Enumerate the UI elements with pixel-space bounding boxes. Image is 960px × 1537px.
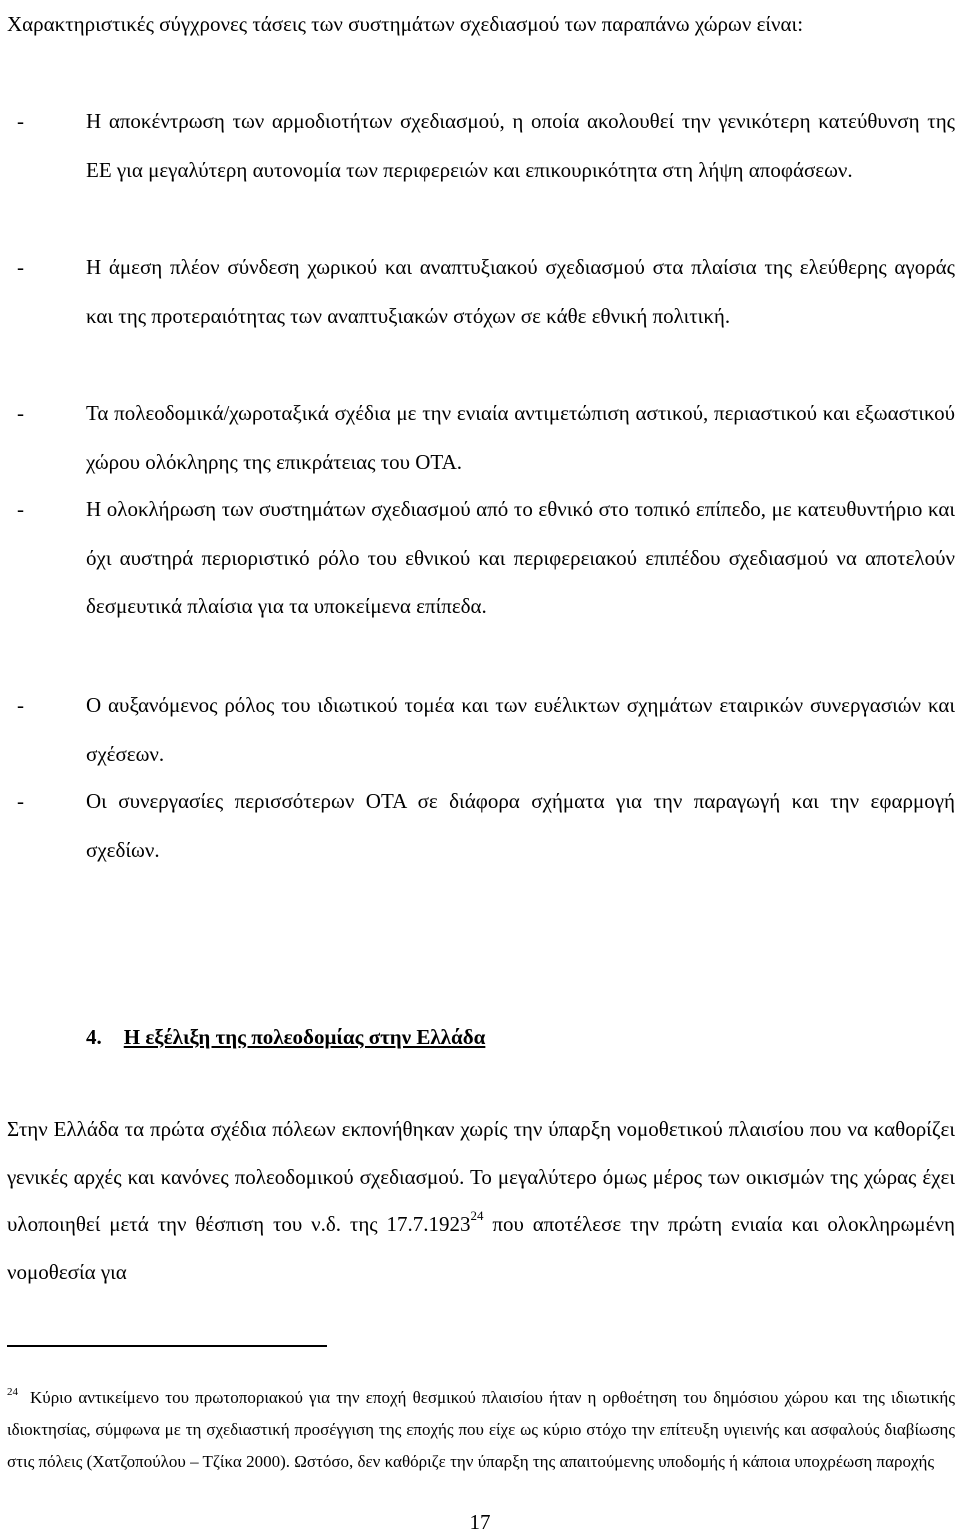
bullet-text: Η ολοκλήρωση των συστημάτων σχεδιασμού από το εθνικό στο τοπικό επίπεδο, με κατευθυντήριο και όχι αυστηρά περιοριστικό ρόλο του εθνικού και περιφερειακού επιπέδου σχεδιασμού να αποτελούν δεσμευτικά πλαίσια για τα υποκείμενα επίπεδα. [86,497,955,619]
bullet-dash: - [17,401,24,425]
bullet-dash: - [17,789,24,813]
bullet-dash: - [17,693,24,717]
body-paragraph [7,1106,955,1296]
footnote-number: 24 [7,1386,18,1398]
intro-paragraph: Χαρακτηριστικές σύγχρονες τάσεις των συστημάτων σχεδιασμού των παραπάνω χώρων είναι: [7,12,804,36]
bullet-dash: - [17,497,24,521]
footnote-separator [7,1345,327,1347]
bullet-text: Η αποκέντρωση των αρμοδιοτήτων σχεδιασμού, η οποία ακολουθεί την γενικότερη κατεύθυνση της ΕΕ για μεγαλύτερη αυτονομία των περιφερειών και επικουρικότητα στη λήψη αποφάσεων. [86,109,955,182]
bullet-item [7,681,955,778]
bullet-dash: - [17,255,24,279]
bullet-item [7,485,955,631]
section-number: 4. [86,1025,102,1049]
footnote-reference[interactable]: 24 [470,1208,484,1223]
footnote-text: Κύριο αντικείμενο του πρωτοποριακού για την εποχή θεσμικού πλαισίου ήταν η ορθοέτηση του δημόσιου χώρου και της ιδιωτικής ιδιοκτησίας, σύμφωνα με τη σχεδιαστική προσέγγιση της εποχής που είχε ως κύριο στόχο την επίτευξη υγιεινής και ασφαλούς διαβίωσης στις πόλεις (Χατζοπούλου – Τζίκα 2000). Ωστόσο, δεν καθόριζε την ύπαρξη της απαιτούμενης υποδομής ή κάποια υποχρέωση παροχής [7,1388,955,1471]
body-text-before-ref: Στην Ελλάδα τα πρώτα σχέδια πόλεων εκπονήθηκαν χωρίς την ύπαρξη νομοθετικού πλαισίου που να καθορίζει γενικές αρχές και κανόνες πολεοδομικού σχεδιασμού. Το μεγαλύτερο όμως μέρος των οικισμών της χώρας έχει υλοποιηθεί μετά την θέσπιση του ν.δ. της 17.7.1923 [7,1117,955,1236]
bullet-item [7,243,955,340]
bullet-item [7,97,955,194]
bullet-item [7,389,955,486]
bullet-text: Η άμεση πλέον σύνδεση χωρικού και αναπτυξιακού σχεδιασμού στα πλαίσια της ελεύθερης αγοράς και της προτεραιότητας των αναπτυξιακών στόχων σε κάθε εθνική πολιτική. [86,255,955,328]
bullet-text: Ο αυξανόμενος ρόλος του ιδιωτικού τομέα και των ευέλικτων σχημάτων εταιρικών συνεργασιών και σχέσεων. [86,693,955,766]
section-heading [86,1013,485,1061]
footnote [7,1382,955,1478]
section-title: Η εξέλιξη της πολεοδομίας στην Ελλάδα [123,1025,486,1049]
bullet-text: Οι συνεργασίες περισσότερων ΟΤΑ σε διάφορα σχήματα για την παραγωγή και την εφαρμογή σχεδίων. [86,789,955,862]
bullet-dash: - [17,109,24,133]
bullet-item [7,777,955,874]
page-number: 17 [469,1510,491,1534]
bullet-text: Τα πολεοδομικά/χωροταξικά σχέδια με την ενιαία αντιμετώπιση αστικού, περιαστικού και εξωαστικού χώρου ολόκληρης της επικράτειας του ΟΤΑ. [86,401,955,474]
body-text-after-ref: που αποτέλεσε την πρώτη ενιαία και ολοκληρωμένη νομοθεσία για [7,1212,955,1284]
